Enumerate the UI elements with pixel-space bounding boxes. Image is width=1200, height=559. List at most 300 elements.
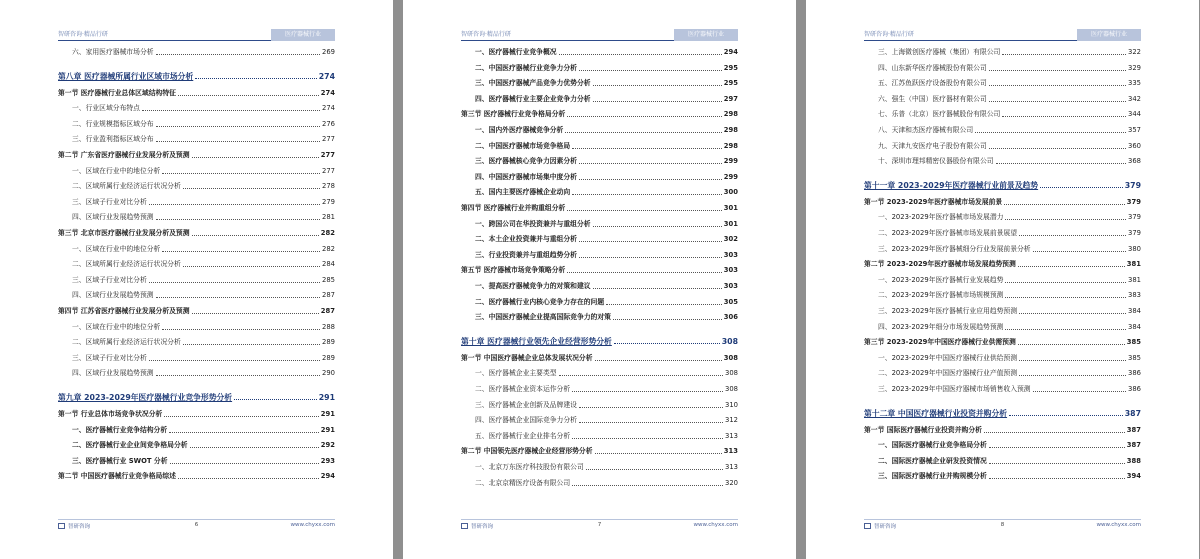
toc-chapter-heading[interactable] — [864, 181, 1141, 190]
page-footer — [461, 519, 738, 529]
document-page — [0, 0, 393, 559]
toc-entry-title: 一、区域在行业中的地位分析 — [72, 322, 161, 331]
dot-leader — [1004, 204, 1125, 205]
dot-leader — [178, 95, 319, 96]
toc-subsection[interactable] — [461, 220, 738, 229]
toc-page-number: 277 — [320, 151, 335, 159]
toc-subsection[interactable] — [461, 48, 738, 57]
toc-subsection[interactable] — [58, 354, 335, 363]
toc-page-number: 342 — [1128, 94, 1141, 103]
toc-subsection[interactable] — [58, 104, 335, 113]
toc-entry-title: 二、区域所属行业经济运行状况分析 — [72, 182, 181, 191]
toc-page-number: 287 — [320, 307, 335, 315]
toc-subsection[interactable] — [58, 120, 335, 129]
dot-leader — [572, 194, 722, 195]
toc-entry-title: 第九章 2023-2029年医疗器械行业竞争形势分析 — [58, 393, 233, 402]
toc-subsection[interactable] — [461, 188, 738, 197]
page-header — [461, 29, 738, 41]
dot-leader — [975, 132, 1126, 133]
toc-section[interactable] — [864, 198, 1141, 207]
toc-chapter-heading[interactable] — [58, 72, 335, 81]
toc-subsection[interactable] — [864, 457, 1141, 466]
dot-leader — [984, 432, 1125, 433]
toc-entry-title: 第二节 广东省医疗器械行业发展分析及预测 — [58, 151, 190, 159]
dot-leader — [1002, 54, 1126, 55]
toc-page-number: 379 — [1128, 213, 1141, 222]
toc-entry-title: 五、江苏鱼跃医疗设备股份有限公司 — [878, 79, 987, 88]
toc-page-number: 303 — [723, 250, 738, 259]
page-footer — [864, 519, 1141, 529]
toc-page-number: 387 — [1126, 425, 1141, 434]
dot-leader — [572, 438, 723, 439]
toc-entry-title: 三、行业投资兼并与重组趋势分析 — [475, 250, 577, 259]
toc-subsection[interactable] — [461, 79, 738, 88]
toc-entry-title: 二、区域所属行业经济运行状况分析 — [72, 338, 181, 347]
toc-entry-title: 三、区域子行业对比分析 — [72, 275, 147, 284]
dot-leader — [579, 70, 722, 71]
toc-section[interactable] — [461, 354, 738, 363]
toc-page-number: 295 — [723, 79, 738, 88]
dot-leader — [183, 188, 320, 189]
toc-subsection[interactable] — [864, 276, 1141, 285]
toc-page-number: 291 — [320, 425, 335, 434]
toc-subsection[interactable] — [58, 441, 335, 450]
toc-section[interactable] — [58, 307, 335, 316]
toc-subsection[interactable] — [461, 157, 738, 166]
toc-page-number: 313 — [725, 431, 738, 440]
dot-leader — [593, 101, 722, 102]
dot-leader — [613, 319, 722, 320]
footer-url: www.chyxx.com — [693, 522, 738, 528]
toc-page-number: 293 — [320, 456, 335, 465]
toc-page-number: 310 — [725, 400, 738, 409]
toc-section[interactable] — [864, 260, 1141, 269]
toc-page-number: 308 — [725, 385, 738, 393]
dot-leader — [1019, 360, 1126, 361]
toc-page-number: 302 — [723, 235, 738, 244]
toc-entry-title: 六、强生（中国）医疗器材有限公司 — [878, 94, 987, 103]
toc-entry-title: 二、北京京精医疗设备有限公司 — [475, 478, 571, 487]
toc-subsection[interactable] — [58, 198, 335, 207]
dot-leader — [149, 360, 320, 361]
dot-leader — [183, 344, 320, 345]
toc-subsection[interactable] — [461, 385, 738, 394]
toc-subsection[interactable] — [461, 235, 738, 244]
dot-leader — [989, 478, 1125, 479]
toc-subsection[interactable] — [864, 291, 1141, 300]
dot-leader — [156, 297, 320, 298]
toc-entry-title: 八、天津和杰医疗器械有限公司 — [878, 126, 974, 134]
toc-entry-title: 十、深圳市理邦精密仪器股份有限公司 — [878, 157, 994, 166]
toc-subsection[interactable] — [58, 426, 335, 435]
page-footer — [58, 519, 335, 529]
dot-leader — [1018, 344, 1125, 345]
dot-leader — [1018, 266, 1125, 267]
page-header — [58, 29, 335, 41]
toc-subsection[interactable] — [58, 291, 335, 300]
toc-section[interactable] — [58, 151, 335, 160]
toc-entry-title: 二、行业规模指标区域分布 — [72, 119, 154, 128]
dot-leader — [989, 85, 1126, 86]
header-tab: 医疗器械行业 — [674, 29, 738, 41]
toc-page-number: 380 — [1128, 244, 1141, 253]
dot-leader — [192, 313, 319, 314]
toc-subsection[interactable] — [461, 95, 738, 104]
toc-page-number: 291 — [320, 410, 335, 418]
toc-page-number: 294 — [723, 48, 738, 56]
dot-leader — [989, 463, 1125, 464]
toc-subsection[interactable] — [864, 95, 1141, 104]
toc-entry-title: 一、国际医疗器械行业竞争格局分析 — [878, 441, 987, 450]
dot-leader — [1033, 391, 1126, 392]
toc-subsection[interactable] — [58, 338, 335, 347]
toc-page-number: 277 — [322, 166, 335, 175]
page-number: 6 — [194, 522, 199, 528]
header-logo: 智研咨询·精品行研 — [461, 31, 511, 38]
toc-page-number: 299 — [723, 172, 738, 181]
toc-entry-title: 第四节 医疗器械行业并购重组分析 — [461, 204, 566, 212]
toc-entry-title: 三、区域子行业对比分析 — [72, 197, 147, 206]
toc-page-number: 379 — [1124, 180, 1141, 190]
toc-entry-title: 三、上海微创医疗器械（集团）有限公司 — [878, 48, 1001, 56]
toc-page-number: 394 — [1126, 472, 1141, 481]
toc-subsection[interactable] — [461, 251, 738, 260]
toc-section[interactable] — [461, 110, 738, 119]
toc-page-number: 279 — [322, 197, 335, 206]
toc-subsection[interactable] — [864, 245, 1141, 254]
dot-leader — [1019, 313, 1126, 314]
toc-page-number: 322 — [1128, 48, 1141, 56]
toc-page-number: 300 — [723, 188, 738, 197]
toc-page-number: 313 — [723, 447, 738, 456]
toc-subsection[interactable] — [461, 463, 738, 472]
dot-leader — [567, 116, 721, 117]
toc-subsection[interactable] — [864, 213, 1141, 222]
toc-subsection[interactable] — [461, 432, 738, 441]
dot-leader — [989, 70, 1126, 71]
dot-leader — [593, 226, 722, 227]
dot-leader — [162, 329, 320, 330]
dot-leader — [1033, 251, 1126, 252]
toc-page-number: 277 — [322, 135, 335, 144]
toc-entry-title: 五、国内主要医疗器械企业动向 — [475, 188, 571, 197]
toc-page-number: 386 — [1128, 385, 1141, 393]
toc-page-number: 287 — [322, 291, 335, 300]
toc-subsection[interactable] — [864, 79, 1141, 88]
toc-entry-title: 第八章 医疗器械所属行业区域市场分析 — [58, 71, 194, 81]
toc-page-number: 387 — [1124, 408, 1141, 418]
toc-page-number: 386 — [1128, 369, 1141, 378]
toc-subsection[interactable] — [461, 479, 738, 488]
toc-entry-title: 第二节 2023-2029年医疗器械市场发展趋势预测 — [864, 260, 1016, 269]
footer-url: www.chyxx.com — [1096, 522, 1141, 528]
dot-leader — [142, 110, 320, 111]
toc-page-number: 289 — [322, 338, 335, 347]
dot-leader — [162, 251, 320, 252]
toc-subsection[interactable] — [461, 298, 738, 307]
header-tab: 医疗器械行业 — [271, 29, 335, 41]
toc-page-number: 269 — [322, 48, 335, 56]
dot-leader — [1019, 235, 1126, 236]
toc-entry-title: 一、区域在行业中的地位分析 — [72, 166, 161, 175]
toc-subsection[interactable] — [461, 173, 738, 182]
toc-chapter-heading[interactable] — [58, 393, 335, 402]
toc-entry-title: 七、乐普（北京）医疗器械股份有限公司 — [878, 110, 1001, 119]
toc-entry-title: 四、中国医疗器械市场集中度分析 — [475, 172, 577, 181]
toc-subsection[interactable] — [58, 457, 335, 466]
toc-entry-title: 二、医疗器械行业内核心竞争力存在的问题 — [475, 297, 605, 306]
page-header — [864, 29, 1141, 41]
toc-subsection[interactable] — [864, 307, 1141, 316]
dot-leader — [567, 272, 721, 273]
dot-leader — [606, 304, 722, 305]
toc-entry-title: 一、2023-2029年医疗器械市场发展潜力 — [878, 213, 1004, 222]
toc-section[interactable] — [58, 472, 335, 481]
toc-subsection[interactable] — [58, 323, 335, 332]
dot-leader — [170, 463, 319, 464]
toc-page-number: 308 — [721, 336, 738, 346]
dot-leader — [572, 391, 723, 392]
toc-page-number: 329 — [1128, 63, 1141, 72]
toc-section[interactable] — [461, 266, 738, 275]
toc-subsection[interactable] — [864, 441, 1141, 450]
toc-page-number: 379 — [1128, 229, 1141, 237]
toc-page-number: 274 — [318, 71, 335, 81]
toc-page-number: 278 — [322, 182, 335, 191]
toc-entry-title: 二、医疗器械行业企业间竞争格局分析 — [72, 441, 188, 450]
toc-entry-title: 二、2023-2029年医疗器械市场规模预测 — [878, 291, 1004, 300]
toc-page-number: 288 — [322, 322, 335, 331]
toc-entry-title: 三、医疗器械企业创新及品牌建设 — [475, 400, 577, 409]
dot-leader — [234, 399, 317, 400]
toc-page-number: 298 — [723, 141, 738, 150]
header-logo: 智研咨询·精品行研 — [864, 31, 914, 38]
toc-entry-title: 一、区域在行业中的地位分析 — [72, 244, 161, 253]
toc-entry-title: 一、北京万东医疗科技股份有限公司 — [475, 463, 584, 471]
dot-leader — [1005, 297, 1126, 298]
toc-page-number: 360 — [1128, 141, 1141, 150]
toc-chapter-heading[interactable] — [864, 409, 1141, 418]
toc-entry-title: 第三节 2023-2029年中国医疗器械行业供需预测 — [864, 338, 1016, 347]
dot-leader — [559, 54, 722, 55]
dot-leader — [565, 132, 721, 133]
toc-subsection[interactable] — [864, 110, 1141, 119]
toc-subsection[interactable] — [864, 323, 1141, 332]
toc-subsection[interactable] — [58, 260, 335, 269]
toc-entry-title: 一、医疗器械行业竞争概况 — [475, 48, 557, 56]
toc-section[interactable] — [58, 229, 335, 238]
toc-subsection[interactable] — [461, 126, 738, 135]
toc-subsection[interactable] — [864, 126, 1141, 135]
dot-leader — [572, 148, 722, 149]
dot-leader — [156, 219, 320, 220]
dot-leader — [586, 469, 723, 470]
toc-page-number: 308 — [725, 369, 738, 378]
toc-subsection[interactable] — [461, 64, 738, 73]
toc-entry-title: 三、2023-2029年医疗器械细分行业发展前景分析 — [878, 244, 1031, 253]
toc-subsection[interactable] — [58, 276, 335, 285]
toc-subsection[interactable] — [864, 385, 1141, 394]
toc-entry-title: 第五节 医疗器械市场竞争策略分析 — [461, 266, 566, 275]
dot-leader — [156, 54, 320, 55]
toc-page-number: 306 — [723, 313, 738, 322]
toc-subsection[interactable] — [461, 142, 738, 151]
toc-subsection[interactable] — [58, 167, 335, 176]
toc-section[interactable] — [58, 410, 335, 419]
toc-page-number: 381 — [1128, 275, 1141, 284]
toc-entry-title: 三、医疗器械行业 SWOT 分析 — [72, 456, 168, 465]
toc-section[interactable] — [461, 204, 738, 213]
toc-page-number: 320 — [725, 478, 738, 487]
dot-leader — [183, 266, 320, 267]
toc-page-number: 388 — [1126, 456, 1141, 465]
toc-entry-title: 二、国际医疗器械企业研发投资情况 — [878, 456, 987, 465]
toc-entry-title: 四、医疗器械企业国际竞争力分析 — [475, 416, 577, 425]
toc-subsection[interactable] — [864, 142, 1141, 151]
document-page — [403, 0, 796, 559]
toc-page-number: 308 — [723, 353, 738, 362]
dot-leader — [178, 478, 319, 479]
toc-entry-title: 一、国内外医疗器械竞争分析 — [475, 126, 564, 134]
toc-entry-title: 二、中国医疗器械行业竞争力分析 — [475, 63, 577, 72]
toc-page-number: 387 — [1126, 441, 1141, 450]
toc-page-number: 294 — [320, 472, 335, 481]
toc-entry-title: 二、中国医疗器械市场竞争格局 — [475, 141, 571, 150]
dot-leader — [156, 126, 320, 127]
toc-page-number: 298 — [723, 110, 738, 119]
toc-page-number: 384 — [1128, 322, 1141, 331]
toc-page-number: 285 — [322, 275, 335, 284]
toc-entry-title: 第十一章 2023-2029年医疗器械行业前景及趋势 — [864, 180, 1039, 190]
toc-subsection[interactable] — [58, 135, 335, 144]
toc-page-number: 301 — [723, 219, 738, 228]
dot-leader — [595, 453, 722, 454]
dot-leader — [989, 447, 1125, 448]
toc-page-number: 335 — [1128, 79, 1141, 88]
footer-logo-text: 智研咨询 — [471, 524, 494, 530]
toc-entry-title: 二、2023-2029年中国医疗器械行业产值预测 — [878, 369, 1018, 378]
toc-subsection[interactable] — [58, 245, 335, 254]
dot-leader — [149, 282, 320, 283]
toc-subsection[interactable] — [864, 64, 1141, 73]
toc-page-number: 384 — [1128, 307, 1141, 315]
header-logo: 智研咨询·精品行研 — [58, 31, 108, 38]
page-number: 8 — [1000, 522, 1005, 528]
dot-leader — [579, 407, 723, 408]
toc-section[interactable] — [864, 338, 1141, 347]
toc-page-number: 274 — [320, 88, 335, 97]
toc-entry-title: 三、中国医疗器械企业提高国际竞争力的对策 — [475, 313, 611, 322]
dot-leader — [1009, 415, 1123, 416]
toc-subsection[interactable] — [864, 157, 1141, 166]
toc-subsection[interactable] — [461, 282, 738, 291]
toc-subsection[interactable] — [864, 354, 1141, 363]
toc-page-number: 282 — [322, 244, 335, 253]
dot-leader — [579, 241, 722, 242]
toc-subsection[interactable] — [864, 48, 1141, 57]
dot-leader — [579, 163, 722, 164]
dot-leader — [164, 416, 318, 417]
toc-subsection[interactable] — [58, 182, 335, 191]
toc-page-number: 299 — [723, 157, 738, 166]
toc-entry-title: 四、2023-2029年细分市场发展趋势预测 — [878, 322, 1004, 331]
toc-subsection[interactable] — [58, 369, 335, 378]
toc-entry-title: 四、山东新华医疗器械股份有限公司 — [878, 63, 987, 72]
toc-entry-title: 第一节 2023-2029年医疗器械市场发展前景 — [864, 197, 1003, 206]
toc-section[interactable] — [864, 426, 1141, 435]
dot-leader — [156, 141, 320, 142]
toc-subsection[interactable] — [864, 369, 1141, 378]
dot-leader — [595, 360, 722, 361]
toc-entry-title: 一、提高医疗器械竞争力的对策和建议 — [475, 282, 591, 290]
toc-entry-title: 三、2023-2029年医疗器械行业应用趋势预测 — [878, 307, 1018, 315]
toc-page-number: 368 — [1128, 157, 1141, 166]
toc-page-number: 357 — [1128, 126, 1141, 134]
dot-leader — [156, 375, 320, 376]
toc-entry-title: 三、行业盈利指标区域分布 — [72, 135, 154, 144]
toc-page-number: 276 — [322, 119, 335, 128]
toc-chapter-heading[interactable] — [461, 337, 738, 346]
toc-page-number: 291 — [318, 393, 335, 402]
toc-page-number: 297 — [723, 94, 738, 103]
toc-section[interactable] — [58, 89, 335, 98]
toc-entry-title: 第一节 中国医疗器械企业总体发展状况分析 — [461, 353, 593, 362]
toc-entry-title: 第十二章 中国医疗器械行业投资并购分析 — [864, 408, 1008, 418]
dot-leader — [169, 432, 319, 433]
toc-entry-title: 一、医疗器械行业竞争结构分析 — [72, 425, 168, 434]
toc-entry-title: 第一节 行业总体市场竞争状况分析 — [58, 410, 163, 418]
toc-entry-title: 四、区域行业发展趋势预测 — [72, 369, 154, 378]
toc-page-number: 303 — [723, 266, 738, 275]
dot-leader — [593, 85, 722, 86]
toc-subsection[interactable] — [461, 416, 738, 425]
toc-page-number: 385 — [1128, 353, 1141, 362]
toc-page-number: 312 — [725, 416, 738, 425]
toc-subsection[interactable] — [864, 229, 1141, 238]
dot-leader — [192, 157, 319, 158]
dot-leader — [192, 235, 319, 236]
toc-entry-title: 一、跨国公司在华投资兼并与重组分析 — [475, 219, 591, 228]
toc-section[interactable] — [461, 447, 738, 456]
toc-entry-title: 三、2023-2029年中国医疗器械市场销售收入预测 — [878, 385, 1031, 393]
toc-subsection[interactable] — [461, 313, 738, 322]
dot-leader — [190, 447, 319, 448]
toc-page-number: 379 — [1126, 197, 1141, 206]
toc-page-number: 290 — [322, 369, 335, 378]
footer-logo-text: 智研咨询 — [68, 524, 91, 530]
toc-entry-title: 五、医疗器械行业企业排名分析 — [475, 431, 571, 440]
toc-subsection[interactable] — [58, 213, 335, 222]
toc-page-number: 301 — [723, 204, 738, 212]
toc-entry-title: 二、2023-2029年医疗器械市场发展前景展望 — [878, 229, 1018, 237]
dot-leader — [579, 179, 722, 180]
dot-leader — [614, 343, 720, 344]
toc-subsection[interactable] — [58, 48, 335, 57]
toc-subsection[interactable] — [461, 401, 738, 410]
toc-entry-title: 三、中国医疗器械产品竞争力优势分析 — [475, 79, 591, 88]
toc-subsection[interactable] — [864, 472, 1141, 481]
dot-leader — [1005, 282, 1126, 283]
toc-entry-title: 一、2023-2029年医疗器械行业发展趋势 — [878, 275, 1004, 284]
toc-subsection[interactable] — [461, 369, 738, 378]
toc-entry-title: 第三节 医疗器械行业竞争格局分析 — [461, 110, 566, 119]
toc-page-number: 284 — [322, 260, 335, 269]
dot-leader — [989, 148, 1126, 149]
dot-leader — [567, 210, 721, 211]
dot-leader — [996, 163, 1126, 164]
toc-page-number: 274 — [322, 104, 335, 113]
document-page — [806, 0, 1199, 559]
